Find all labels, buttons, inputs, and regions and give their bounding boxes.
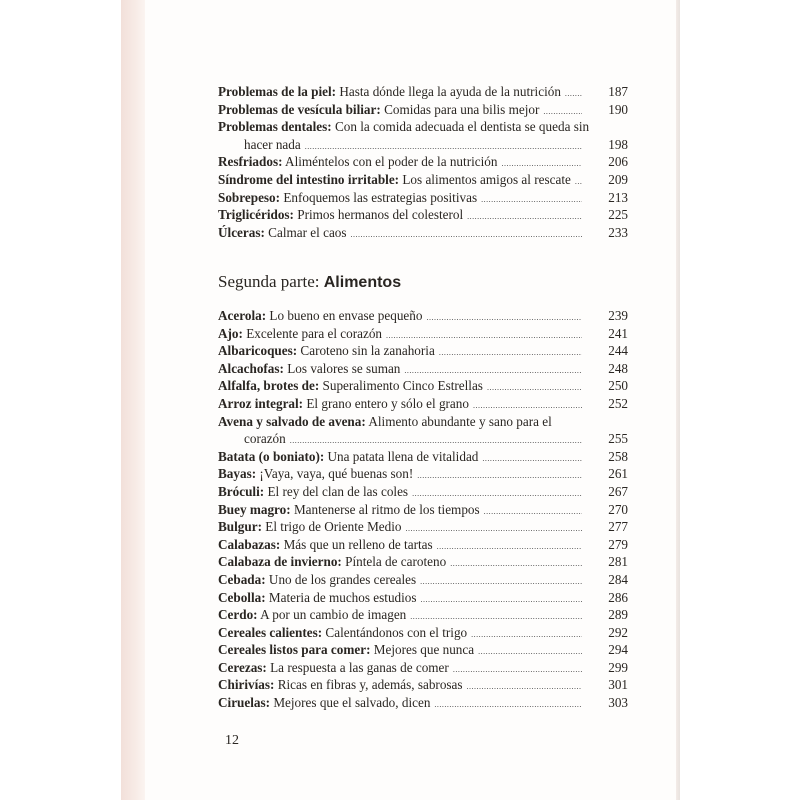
entry-term: Cerdo: xyxy=(218,607,258,623)
toc-entry xyxy=(218,553,628,571)
entry-text xyxy=(218,694,430,712)
dot-leader xyxy=(421,591,582,609)
entry-text xyxy=(218,342,435,360)
entry-description: El trigo de Oriente Medio xyxy=(265,519,402,535)
entry-page: 286 xyxy=(608,589,628,605)
entry-term: Avena y salvado de avena: xyxy=(218,413,366,429)
dot-leader xyxy=(426,309,582,327)
entry-page: 277 xyxy=(608,519,628,535)
entry-text xyxy=(218,325,382,343)
entry-description: La respuesta a las ganas de comer xyxy=(270,659,449,675)
entry-page: 255 xyxy=(608,431,628,447)
toc-entry-continuation xyxy=(218,136,628,154)
entry-text xyxy=(218,624,467,642)
entry-page: 213 xyxy=(608,189,628,205)
dot-leader xyxy=(417,467,582,485)
dot-leader xyxy=(439,344,582,362)
toc-entry xyxy=(218,518,628,536)
entry-text xyxy=(218,189,477,207)
entry-term: Cerezas: xyxy=(218,659,267,675)
toc-entry-continuation xyxy=(218,430,628,448)
entry-text xyxy=(218,641,474,659)
toc-entry xyxy=(218,325,628,343)
entry-page: 299 xyxy=(608,659,628,675)
entry-description: El grano entero y sólo el grano xyxy=(306,395,469,411)
dot-leader xyxy=(478,643,582,661)
toc-entry xyxy=(218,101,628,119)
page-gutter-edge xyxy=(121,0,145,800)
dot-leader xyxy=(565,85,582,103)
entry-term: Resfriados: xyxy=(218,154,283,170)
toc-entry xyxy=(218,448,628,466)
entry-text xyxy=(218,606,406,624)
dot-leader xyxy=(575,173,582,191)
toc-entry xyxy=(218,83,628,101)
toc-part2 xyxy=(218,307,628,712)
entry-description: Aliméntelos con el poder de la nutrición xyxy=(285,154,498,170)
toc-entry xyxy=(218,589,628,607)
toc-entry xyxy=(218,536,628,554)
entry-text xyxy=(218,377,483,395)
entry-page: 292 xyxy=(608,624,628,640)
toc-entry xyxy=(218,501,628,519)
entry-description: Caroteno sin la zanahoria xyxy=(300,343,435,359)
entry-term: Cereales calientes: xyxy=(218,624,323,640)
entry-description: Uno de los grandes cereales xyxy=(268,571,417,587)
entry-text xyxy=(218,413,552,431)
entry-page: 281 xyxy=(608,554,628,570)
entry-page: 258 xyxy=(608,448,628,464)
toc-entry xyxy=(218,641,628,659)
toc-entry xyxy=(218,676,628,694)
entry-text xyxy=(218,224,347,242)
entry-description: Superalimento Cinco Estrellas xyxy=(322,378,483,394)
entry-term: Batata (o boniato): xyxy=(218,448,325,464)
entry-page: 239 xyxy=(608,308,628,323)
entry-description: El rey del clan de las coles xyxy=(267,483,409,499)
entry-term: Bróculi: xyxy=(218,483,265,499)
entry-text xyxy=(218,395,469,413)
entry-term: Bayas: xyxy=(218,466,257,482)
entry-description: Comidas para una bilis mejor xyxy=(384,101,540,117)
toc-part1 xyxy=(218,83,628,241)
entry-page: 248 xyxy=(608,360,628,376)
dot-leader xyxy=(437,538,582,556)
toc-entry xyxy=(218,694,628,712)
toc-entry xyxy=(218,659,628,677)
entry-text xyxy=(218,101,539,119)
entry-description: Los valores se suman xyxy=(287,360,401,376)
dot-leader xyxy=(482,450,582,468)
toc-entry xyxy=(218,171,628,189)
entry-text xyxy=(218,518,402,536)
entry-term: Alcachofas: xyxy=(218,360,284,376)
entry-description: Materia de muchos estudios xyxy=(268,589,417,605)
entry-continuation: corazón xyxy=(244,431,286,447)
toc-entry xyxy=(218,153,628,171)
toc-entry xyxy=(218,395,628,413)
toc-entry xyxy=(218,118,590,136)
entry-description: Con la comida adecuada el dentista se queda sin xyxy=(334,119,590,135)
dot-leader xyxy=(453,661,582,679)
section-heading xyxy=(218,272,401,292)
entry-description: Píntela de caroteno xyxy=(345,554,447,570)
heading-prefix: Segunda parte: xyxy=(218,272,320,291)
entry-page: 241 xyxy=(608,325,628,341)
toc-entry xyxy=(218,465,628,483)
dot-leader xyxy=(467,678,582,696)
entry-text xyxy=(218,553,446,571)
entry-term: Arroz integral: xyxy=(218,395,304,411)
entry-term: Ciruelas: xyxy=(218,695,271,711)
entry-page: 303 xyxy=(608,695,628,711)
toc-entry xyxy=(218,377,628,395)
entry-page: 233 xyxy=(608,224,628,240)
entry-description: Lo bueno en envase pequeño xyxy=(269,308,423,323)
entry-term: Albaricoques: xyxy=(218,343,298,359)
toc-entry xyxy=(218,307,628,325)
entry-description: A por un cambio de imagen xyxy=(260,607,407,623)
dot-leader xyxy=(487,379,582,397)
entry-text xyxy=(218,501,480,519)
entry-description: Calmar el caos xyxy=(268,224,347,240)
entry-text xyxy=(218,360,400,378)
entry-term: Calabaza de invierno: xyxy=(218,554,342,570)
toc-entry xyxy=(218,342,628,360)
entry-page: 289 xyxy=(608,607,628,623)
entry-term: Problemas de vesícula biliar: xyxy=(218,101,381,117)
entry-description: Calentándonos con el trigo xyxy=(325,624,468,640)
entry-description: Mejores que el salvado, dicen xyxy=(273,695,431,711)
heading-title: Alimentos xyxy=(323,274,402,291)
entry-page: 250 xyxy=(608,378,628,394)
entry-page: 279 xyxy=(608,536,628,552)
entry-term: Triglicéridos: xyxy=(218,207,294,223)
entry-description: Una patata llena de vitalidad xyxy=(327,448,479,464)
entry-page: 190 xyxy=(608,101,628,117)
entry-description: Mejores que nunca xyxy=(373,642,475,658)
entry-term: Problemas de la piel: xyxy=(218,84,337,99)
entry-page: 252 xyxy=(608,395,628,411)
entry-text xyxy=(218,589,417,607)
entry-page: 206 xyxy=(608,154,628,170)
entry-term: Alfalfa, brotes de: xyxy=(218,378,320,394)
entry-page: 270 xyxy=(608,501,628,517)
entry-page: 209 xyxy=(608,171,628,187)
entry-description: Alimento abundante y sano para el xyxy=(368,413,552,429)
entry-text xyxy=(218,206,463,224)
entry-term: Bulgur: xyxy=(218,519,262,535)
entry-text xyxy=(218,465,413,483)
entry-term: Ajo: xyxy=(218,325,243,341)
toc-entry xyxy=(218,483,628,501)
entry-term: Problemas dentales: xyxy=(218,119,332,135)
entry-page: 225 xyxy=(608,207,628,223)
entry-page: 301 xyxy=(608,677,628,693)
entry-term: Cebolla: xyxy=(218,589,266,605)
entry-description: Ricas en fibras y, además, sabrosas xyxy=(277,677,463,693)
entry-description: Excelente para el corazón xyxy=(246,325,383,341)
entry-page: 198 xyxy=(608,136,628,152)
page-number: 12 xyxy=(225,733,239,748)
toc-entry xyxy=(218,189,628,207)
entry-term: Chirivías: xyxy=(218,677,275,693)
entry-text xyxy=(218,153,497,171)
page-right-edge xyxy=(676,0,680,800)
entry-page: 244 xyxy=(608,343,628,359)
entry-term: Acerola: xyxy=(218,308,267,323)
entry-text xyxy=(218,171,571,189)
entry-text xyxy=(218,307,422,325)
dot-leader xyxy=(484,503,582,521)
toc-entry xyxy=(218,360,628,378)
entry-page: 261 xyxy=(608,466,628,482)
entry-term: Buey magro: xyxy=(218,501,291,517)
entry-text xyxy=(218,536,433,554)
entry-term: Cebada: xyxy=(218,571,266,587)
entry-description: ¡Vaya, vaya, qué buenas son! xyxy=(259,466,414,482)
entry-text xyxy=(218,659,449,677)
entry-description: Más que un relleno de tartas xyxy=(283,536,433,552)
entry-term: Sobrepeso: xyxy=(218,189,281,205)
entry-page: 284 xyxy=(608,571,628,587)
toc-entry xyxy=(218,206,628,224)
entry-description: Enfoquemos las estrategias positivas xyxy=(283,189,478,205)
dot-leader xyxy=(351,226,582,244)
entry-term: Úlceras: xyxy=(218,224,265,240)
entry-page: 267 xyxy=(608,483,628,499)
entry-text xyxy=(218,483,408,501)
entry-text xyxy=(218,676,463,694)
entry-term: Calabazas: xyxy=(218,536,281,552)
dot-leader xyxy=(471,626,582,644)
entry-term: Síndrome del intestino irritable: xyxy=(218,171,400,187)
entry-description: Hasta dónde llega la ayuda de la nutrición xyxy=(339,84,561,99)
toc-entry xyxy=(218,624,628,642)
entry-description: Los alimentos amigos al rescate xyxy=(402,171,571,187)
toc-entry xyxy=(218,224,628,242)
dot-leader xyxy=(420,573,582,591)
dot-leader xyxy=(467,208,582,226)
entry-description: Primos hermanos del colesterol xyxy=(297,207,464,223)
toc-entry xyxy=(218,571,628,589)
entry-continuation: hacer nada xyxy=(244,136,301,152)
dot-leader xyxy=(434,696,582,714)
entry-text xyxy=(218,118,589,136)
entry-description: Mantenerse al ritmo de los tiempos xyxy=(293,501,480,517)
entry-term: Cereales listos para comer: xyxy=(218,642,371,658)
toc-entry xyxy=(218,606,628,624)
entry-text xyxy=(218,571,416,589)
entry-text xyxy=(218,448,478,466)
entry-page: 187 xyxy=(608,84,628,99)
dot-leader xyxy=(450,555,582,573)
dot-leader xyxy=(481,191,582,209)
entry-page: 294 xyxy=(608,642,628,658)
entry-text xyxy=(218,83,561,101)
toc-entry xyxy=(218,413,586,431)
